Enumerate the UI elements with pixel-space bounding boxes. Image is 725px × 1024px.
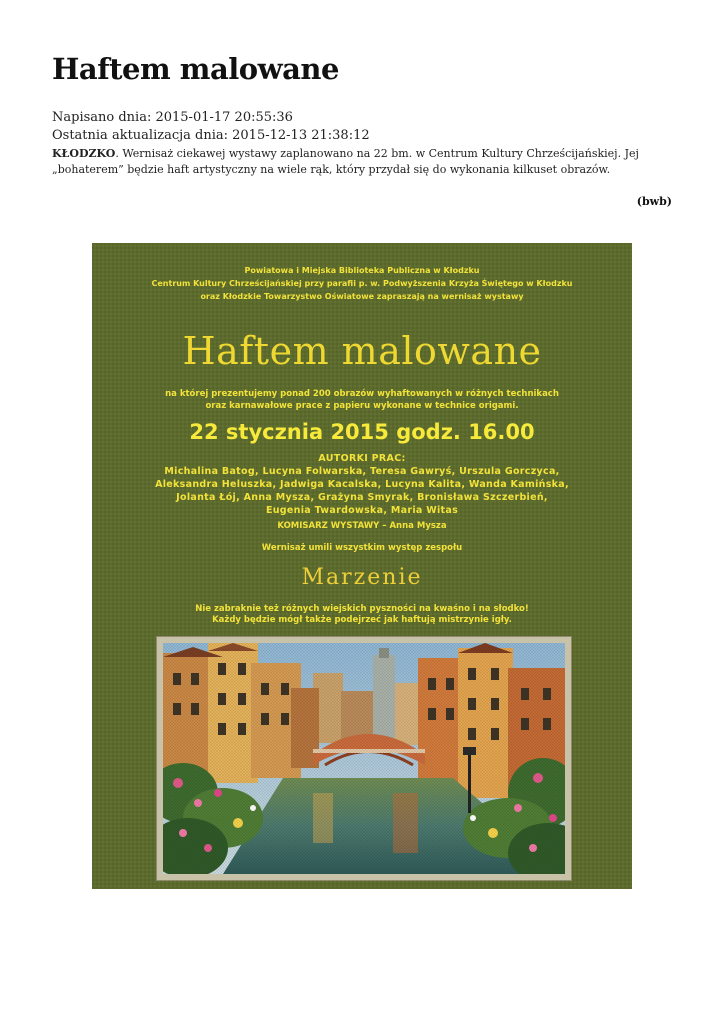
article-lead: [52, 146, 672, 178]
poster-description-line-2: oraz karnawałowe prace z papieru wykonane w technice origami.: [205, 401, 519, 411]
lead-place: KŁODZKO: [52, 147, 116, 160]
poster-organizer-line-2: Centrum Kultury Chrześcijańskiej przy parafii p. w. Podwyższenia Krzyża Świętego w Kłodzku: [151, 279, 573, 288]
embroidery-image: [163, 643, 565, 874]
poster-date: 22 stycznia 2015 godz. 16.00: [189, 420, 535, 444]
lead-text-line-1: . Wernisaż ciekawej wystawy zaplanowano na 22 bm. w Centrum Kultury Chrześcijańskiej. Jej: [115, 147, 639, 160]
poster-authors-line-3: Jolanta Łój, Anna Mysza, Grażyna Smyrak, Bronisława Szczerbień,: [176, 492, 548, 503]
author-signature: (bwb): [636, 195, 672, 208]
exhibition-poster: [92, 243, 632, 889]
poster-title: Haftem malowane: [182, 329, 542, 373]
published-date: Napisano dnia: 2015-01-17 20:55:36: [52, 110, 293, 125]
updated-date: Ostatnia aktualizacja dnia: 2015-12-13 21:38:12: [52, 128, 370, 143]
poster-band-name: Marzenie: [301, 565, 423, 590]
poster-curator: KOMISARZ WYSTAWY – Anna Mysza: [277, 521, 447, 531]
poster-organizer-line-3: oraz Kłodzkie Towarzystwo Oświatowe zapraszają na wernisaż wystawy: [200, 292, 524, 301]
poster-organizer-line-1: Powiatowa i Miejska Biblioteka Publiczna w Kłodzku: [244, 266, 480, 275]
poster-authors-line-4: Eugenia Twardowska, Maria Witas: [265, 505, 459, 516]
poster-authors-line-2: Aleksandra Heluszka, Jadwiga Kacalska, Lucyna Kalita, Wanda Kamińska,: [155, 479, 569, 490]
poster-description-line-1: na której prezentujemy ponad 200 obrazów wyhaftowanych w różnych technikach: [165, 389, 559, 399]
embroidery-frame: [156, 636, 572, 881]
poster-closing-line-2: Każdy będzie mógł także podejrzeć jak haftują mistrzynie igły.: [212, 615, 512, 625]
poster-closing-line-1: Nie zabraknie też różnych wiejskich pyszności na kwaśno i na słodko!: [195, 604, 529, 614]
article-title: Haftem malowane: [52, 52, 339, 86]
poster-music-intro: Wernisaż umili wszystkim występ zespołu: [261, 543, 463, 553]
poster-authors-heading: AUTORKI PRAC:: [318, 453, 406, 464]
poster-authors-line-1: Michalina Batog, Lucyna Folwarska, Teresa Gawryś, Urszula Gorczyca,: [164, 466, 560, 477]
lead-text-line-2: „bohaterem” będzie haft artystyczny na wiele rąk, który przydał się do wykonania kilkuset obrazów.: [52, 163, 611, 176]
